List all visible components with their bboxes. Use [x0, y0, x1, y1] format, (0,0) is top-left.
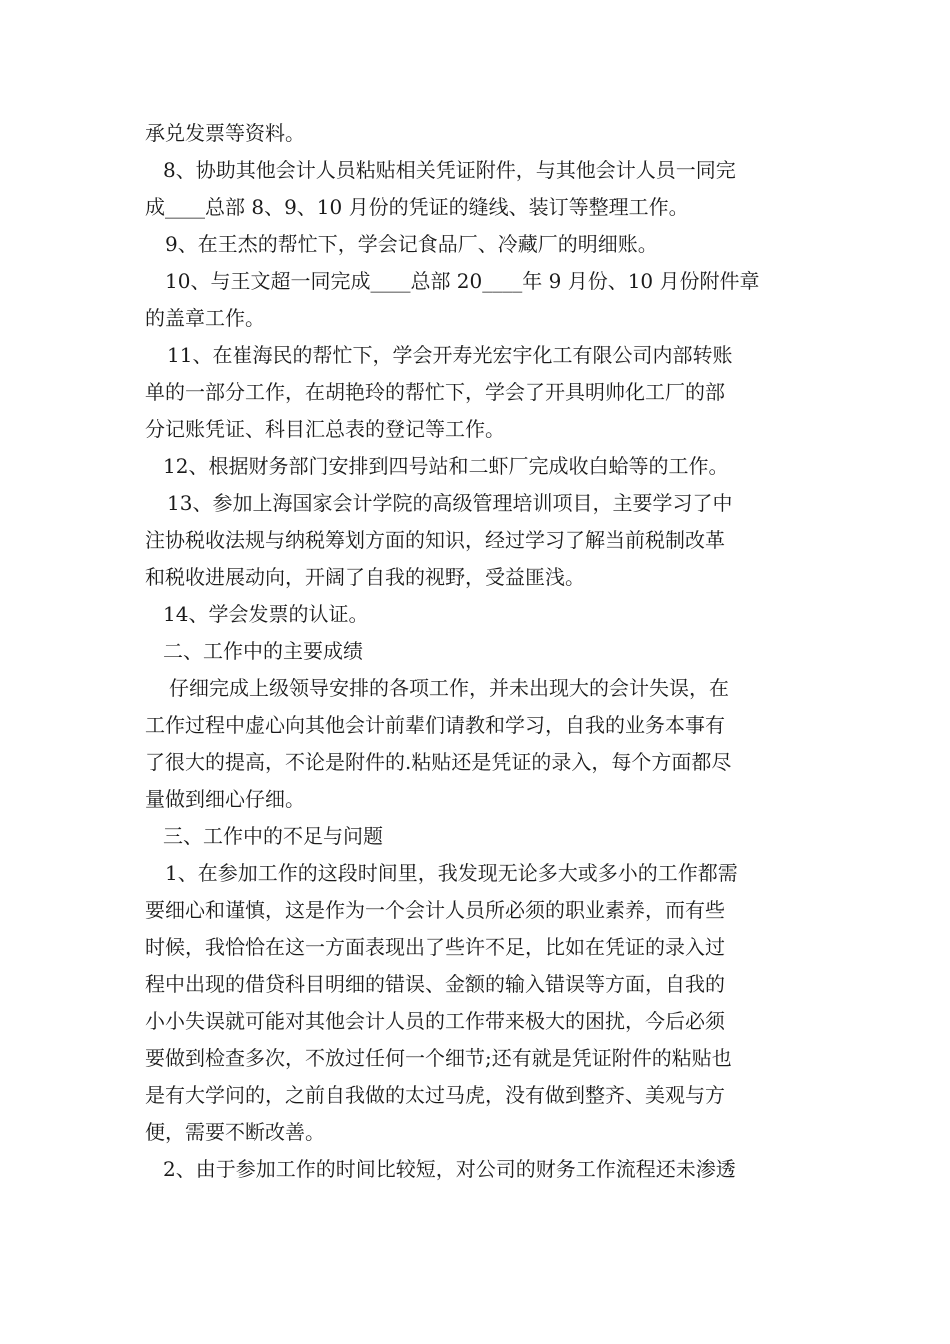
text-line: 要做到检查多次，不放过任何一个细节;还有就是凭证附件的粘贴也 [145, 1046, 732, 1070]
text-line: 14、学会发票的认证。 [163, 602, 369, 626]
text-line: 12、根据财务部门安排到四号站和二虾厂完成收白蛤等的工作。 [163, 454, 729, 478]
text-line: 9、在王杰的帮忙下，学会记食品厂、冷藏厂的明细账。 [165, 232, 658, 256]
text-line: 1、在参加工作的这段时间里，我发现无论多大或多小的工作都需 [165, 861, 738, 885]
text-line: 仔细完成上级领导安排的各项工作，并未出现大的会计失误，在 [169, 676, 729, 700]
text-line: 单的一部分工作，在胡艳玲的帮忙下，学会了开具明帅化工厂的部 [145, 380, 725, 404]
text-line: 便，需要不断改善。 [145, 1120, 325, 1144]
text-line: 注协税收法规与纳税筹划方面的知识，经过学习了解当前税制改革 [145, 528, 725, 552]
text-line: 是有大学问的，之前自我做的太过马虎，没有做到整齐、美观与方 [145, 1083, 725, 1107]
text-line: 三、工作中的不足与问题 [163, 824, 383, 848]
text-line: 分记账凭证、科目汇总表的登记等工作。 [145, 417, 505, 441]
text-line: 13、参加上海国家会计学院的高级管理培训项目，主要学习了中 [167, 491, 733, 515]
text-line: 工作过程中虚心向其他会计前辈们请教和学习，自我的业务本事有 [145, 713, 725, 737]
text-line: 的盖章工作。 [145, 306, 265, 330]
text-line: 承兑发票等资料。 [145, 121, 305, 145]
text-line: 2、由于参加工作的时间比较短，对公司的财务工作流程还未渗透 [163, 1157, 736, 1181]
text-line: 量做到细心仔细。 [145, 787, 305, 811]
document-body [145, 115, 807, 1188]
text-line: 10、与王文超一同完成____总部 20____年 9 月份、10 月份附件章 [165, 269, 760, 293]
text-line: 成____总部 8、9、10 月份的凭证的缝线、装订等整理工作。 [145, 195, 689, 219]
text-line: 小小失误就可能对其他会计人员的工作带来极大的困扰，今后必须 [145, 1009, 725, 1033]
text-line: 和税收进展动向，开阔了自我的视野，受益匪浅。 [145, 565, 585, 589]
text-line: 程中出现的借贷科目明细的错误、金额的输入错误等方面，自我的 [145, 972, 725, 996]
text-line: 11、在崔海民的帮忙下，学会开寿光宏宇化工有限公司内部转账 [167, 343, 733, 367]
text-line: 时候，我恰恰在这一方面表现出了些许不足，比如在凭证的录入过 [145, 935, 725, 959]
text-line: 了很大的提高，不论是附件的.粘贴还是凭证的录入，每个方面都尽 [145, 750, 732, 774]
text-line: 二、工作中的主要成绩 [163, 639, 363, 663]
text-line: 8、协助其他会计人员粘贴相关凭证附件，与其他会计人员一同完 [163, 158, 736, 182]
text-line: 要细心和谨慎，这是作为一个会计人员所必须的职业素养，而有些 [145, 898, 725, 922]
